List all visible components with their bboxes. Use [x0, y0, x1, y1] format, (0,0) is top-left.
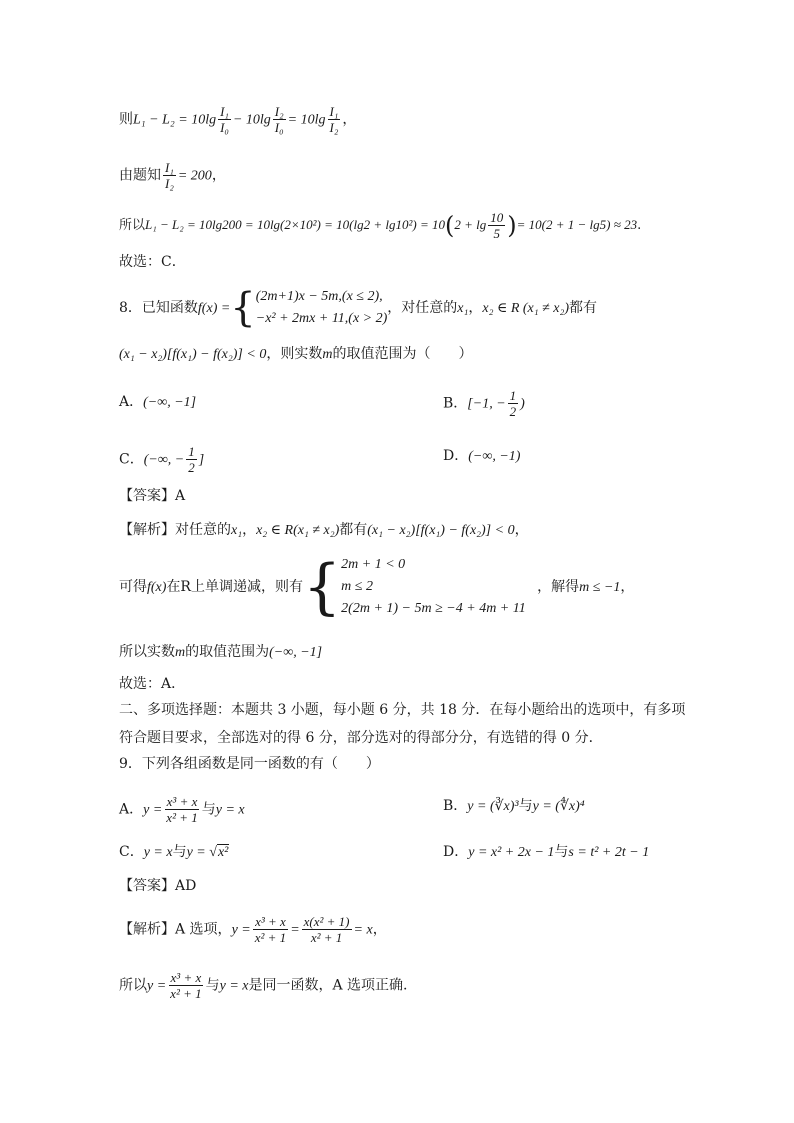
- derivation-line-2: [119, 160, 226, 191]
- math: 2 + lg: [454, 217, 487, 232]
- text: 与: [205, 977, 220, 994]
- text: 与: [518, 798, 533, 814]
- fraction: $\frac{10}{5}$: [490, 210, 504, 241]
- section-2-instructions-line-2: 符合题目要求，全部选对的得 6 分，部分选对的得部分分，有选错的得 0 分．: [119, 730, 603, 746]
- text: ，: [342, 111, 357, 128]
- text: 都有: [569, 300, 598, 316]
- text: 的取值范围为（ ）: [332, 346, 473, 362]
- q9-answer: 【答案】AD: [119, 878, 197, 894]
- text: ，: [514, 522, 529, 538]
- option-label: C．: [119, 451, 144, 468]
- fraction: $\frac{\text{x³ + x}}{\text{x² + 1}}$: [166, 794, 198, 825]
- q8-answer: 【答案】A: [119, 488, 186, 504]
- fraction: $\frac{\text{x(x² + 1)}}{\text{x² + 1}}$: [303, 914, 350, 945]
- text: 在R上单调递减，则有: [166, 579, 303, 595]
- math: − 10lg: [232, 112, 271, 128]
- text: 可得: [119, 579, 147, 595]
- math: m ≤ −1: [579, 580, 621, 595]
- fraction: $\frac{1}{2}$: [509, 388, 517, 419]
- math: (−∞, −1): [468, 449, 521, 464]
- option-label: B．: [443, 395, 468, 412]
- conclusion-line: 故选：C．: [119, 254, 186, 270]
- math: y = x² + 2x − 1: [468, 845, 555, 860]
- explanation-label: 【解析】: [119, 921, 175, 938]
- q8-explanation-line-2: 可得f(x)在R上单调递减，则有{ 2m + 1 < 0 m ≤ 2 2(2m + 1) − 5m ≥ −4 + 4m + 11 ，解得m ≤ −1，: [119, 552, 635, 622]
- text: ，则实数: [266, 346, 323, 362]
- q8-stem: 8．已知函数f(x) ={ (2m+1)x − 5m,(x ≤ 2), −x² + 2mx + 11,(x > 2) ，对任意的x₁，x₂ ∈ R (x₁ ≠ x₂)都有: [119, 285, 598, 331]
- math: (−∞, −1]: [269, 645, 323, 660]
- q8-explanation-line-3: [119, 642, 322, 663]
- q9-stem: 9．下列各组函数是同一函数的有（ ）: [119, 756, 380, 772]
- q8-option-a[interactable]: [119, 392, 196, 413]
- math: y = x: [219, 978, 249, 994]
- fraction: $\frac{1}{2}$: [188, 444, 195, 475]
- option-label: B．: [443, 798, 468, 814]
- math: y = (∜x)⁴: [532, 799, 585, 814]
- math: m: [322, 347, 333, 362]
- q8-option-d[interactable]: [443, 446, 520, 467]
- math: y =: [147, 978, 167, 994]
- text: 是同一函数，A 选项正确.: [248, 977, 408, 994]
- math: = 10lg: [287, 112, 326, 128]
- math: L₁ − L₂ = 10lg200 = 10lg(2×10²) = 10(lg2 + lg10²) = 10: [145, 217, 445, 232]
- text: A 选项，: [175, 921, 232, 938]
- math: x₂ ∈ R(x₁ ≠ x₂): [256, 523, 340, 538]
- text: ，: [620, 579, 635, 595]
- text: .: [637, 218, 642, 233]
- math: m: [175, 645, 186, 660]
- text: 与: [201, 801, 216, 818]
- math: ]: [198, 452, 205, 468]
- text: ，: [211, 167, 226, 184]
- text: 8．已知函数: [119, 300, 198, 316]
- math: = 10(2 + 1 − lg5) ≈ 23: [516, 217, 638, 232]
- math: x₁: [457, 301, 469, 316]
- fraction: $\frac{\text{x³ + x}}{\text{x² + 1}}$: [170, 970, 202, 1001]
- piecewise-cases: (2m+1)x − 5m,(x ≤ 2), −x² + 2mx + 11,(x > 2): [255, 289, 388, 326]
- math: f(x) =: [197, 301, 231, 316]
- math: x²: [217, 845, 229, 860]
- math: ): [520, 396, 525, 412]
- option-label: D．: [443, 448, 469, 464]
- math: (−∞, −: [143, 452, 185, 468]
- option-label: C．: [119, 844, 144, 860]
- text: ，解得: [537, 579, 580, 595]
- inequality-system: 2m + 1 < 0 m ≤ 2 2(2m + 1) − 5m ≥ −4 + 4m + 11: [341, 557, 526, 616]
- text: 与: [172, 844, 187, 860]
- text: 由题知: [119, 167, 161, 184]
- math: (x₁ − x₂)[f(x₁) − f(x₂)] < 0: [119, 347, 267, 362]
- option-label: D．: [443, 844, 469, 860]
- math: (−∞, −1]: [143, 395, 197, 410]
- math: L₁ − L₂ = 10lg: [133, 112, 217, 128]
- math: y =: [231, 922, 251, 938]
- math: x₁: [231, 523, 243, 538]
- derivation-line-1: [119, 104, 356, 135]
- math: =: [290, 922, 300, 938]
- text: ，对任意的: [387, 300, 458, 316]
- fraction: $\frac{\text{x³ + x}}{\text{x² + 1}}$: [254, 914, 287, 945]
- q9-option-b[interactable]: [443, 796, 585, 817]
- option-label: A．: [119, 801, 144, 818]
- q9-explanation-line-1: [119, 914, 387, 945]
- option-label: A．: [119, 394, 144, 410]
- math: y = (∛x)³: [467, 799, 519, 814]
- math: y = x: [215, 802, 245, 818]
- math: x₂ ∈ R (x₁ ≠ x₂): [482, 301, 570, 316]
- math: = 200: [177, 168, 212, 184]
- fraction: $\frac{\text{I₁}}{\text{I₂}}$: [329, 104, 339, 135]
- q9-option-a[interactable]: [119, 794, 245, 825]
- text: 与: [554, 844, 569, 860]
- q8-option-c[interactable]: [119, 444, 204, 475]
- explanation-label: 【解析】: [119, 522, 175, 538]
- text: 所以: [119, 218, 146, 233]
- q9-option-c[interactable]: [119, 842, 229, 863]
- text: 都有: [339, 522, 368, 538]
- math: = x: [353, 922, 373, 938]
- math: y = √: [186, 845, 217, 860]
- text: 所以实数: [119, 644, 175, 660]
- math: f(x): [147, 580, 167, 595]
- math: s = t² + 2t − 1: [568, 845, 650, 860]
- math: y = x: [143, 845, 173, 860]
- math: (x₁ − x₂)[f(x₁) − f(x₂)] < 0: [367, 523, 515, 538]
- q8-explanation-line-1: [119, 520, 529, 541]
- fraction: $\frac{\text{I₁}}{\text{I₂}}$: [165, 160, 174, 191]
- text: ，: [242, 522, 257, 538]
- text: 所以: [119, 977, 147, 994]
- math: y =: [143, 802, 163, 818]
- text: 则: [119, 111, 133, 128]
- q8-option-b[interactable]: [443, 388, 525, 419]
- fraction: $\frac{\text{I₂}}{\text{I₀}}$: [274, 104, 284, 135]
- text: ，: [372, 921, 387, 938]
- text: 的取值范围为: [185, 644, 270, 660]
- math: [−1, −: [467, 396, 506, 412]
- text: ，: [468, 300, 483, 316]
- q8-stem-line-2: [119, 344, 472, 365]
- section-2-instructions-line-1: 二、多项选择题：本题共 3 小题，每小题 6 分，共 18 分．在每小题给出的选项中，有多项: [119, 702, 686, 718]
- text: 对任意的: [175, 522, 231, 538]
- q8-conclusion: 故选：A．: [119, 676, 186, 692]
- q9-option-d[interactable]: [443, 842, 649, 863]
- derivation-line-3: 所以L₁ − L₂ = 10lg200 = 10lg(2×10²) = 10(lg2 + lg10²) = 10(2 + lg $\frac{10}{5}$ )= 10(2 + 1 − lg5) ≈ 23.: [119, 210, 642, 241]
- fraction: $\frac{\text{I₁}}{\text{I₀}}$: [220, 104, 229, 135]
- q9-explanation-line-2: [119, 970, 408, 1001]
